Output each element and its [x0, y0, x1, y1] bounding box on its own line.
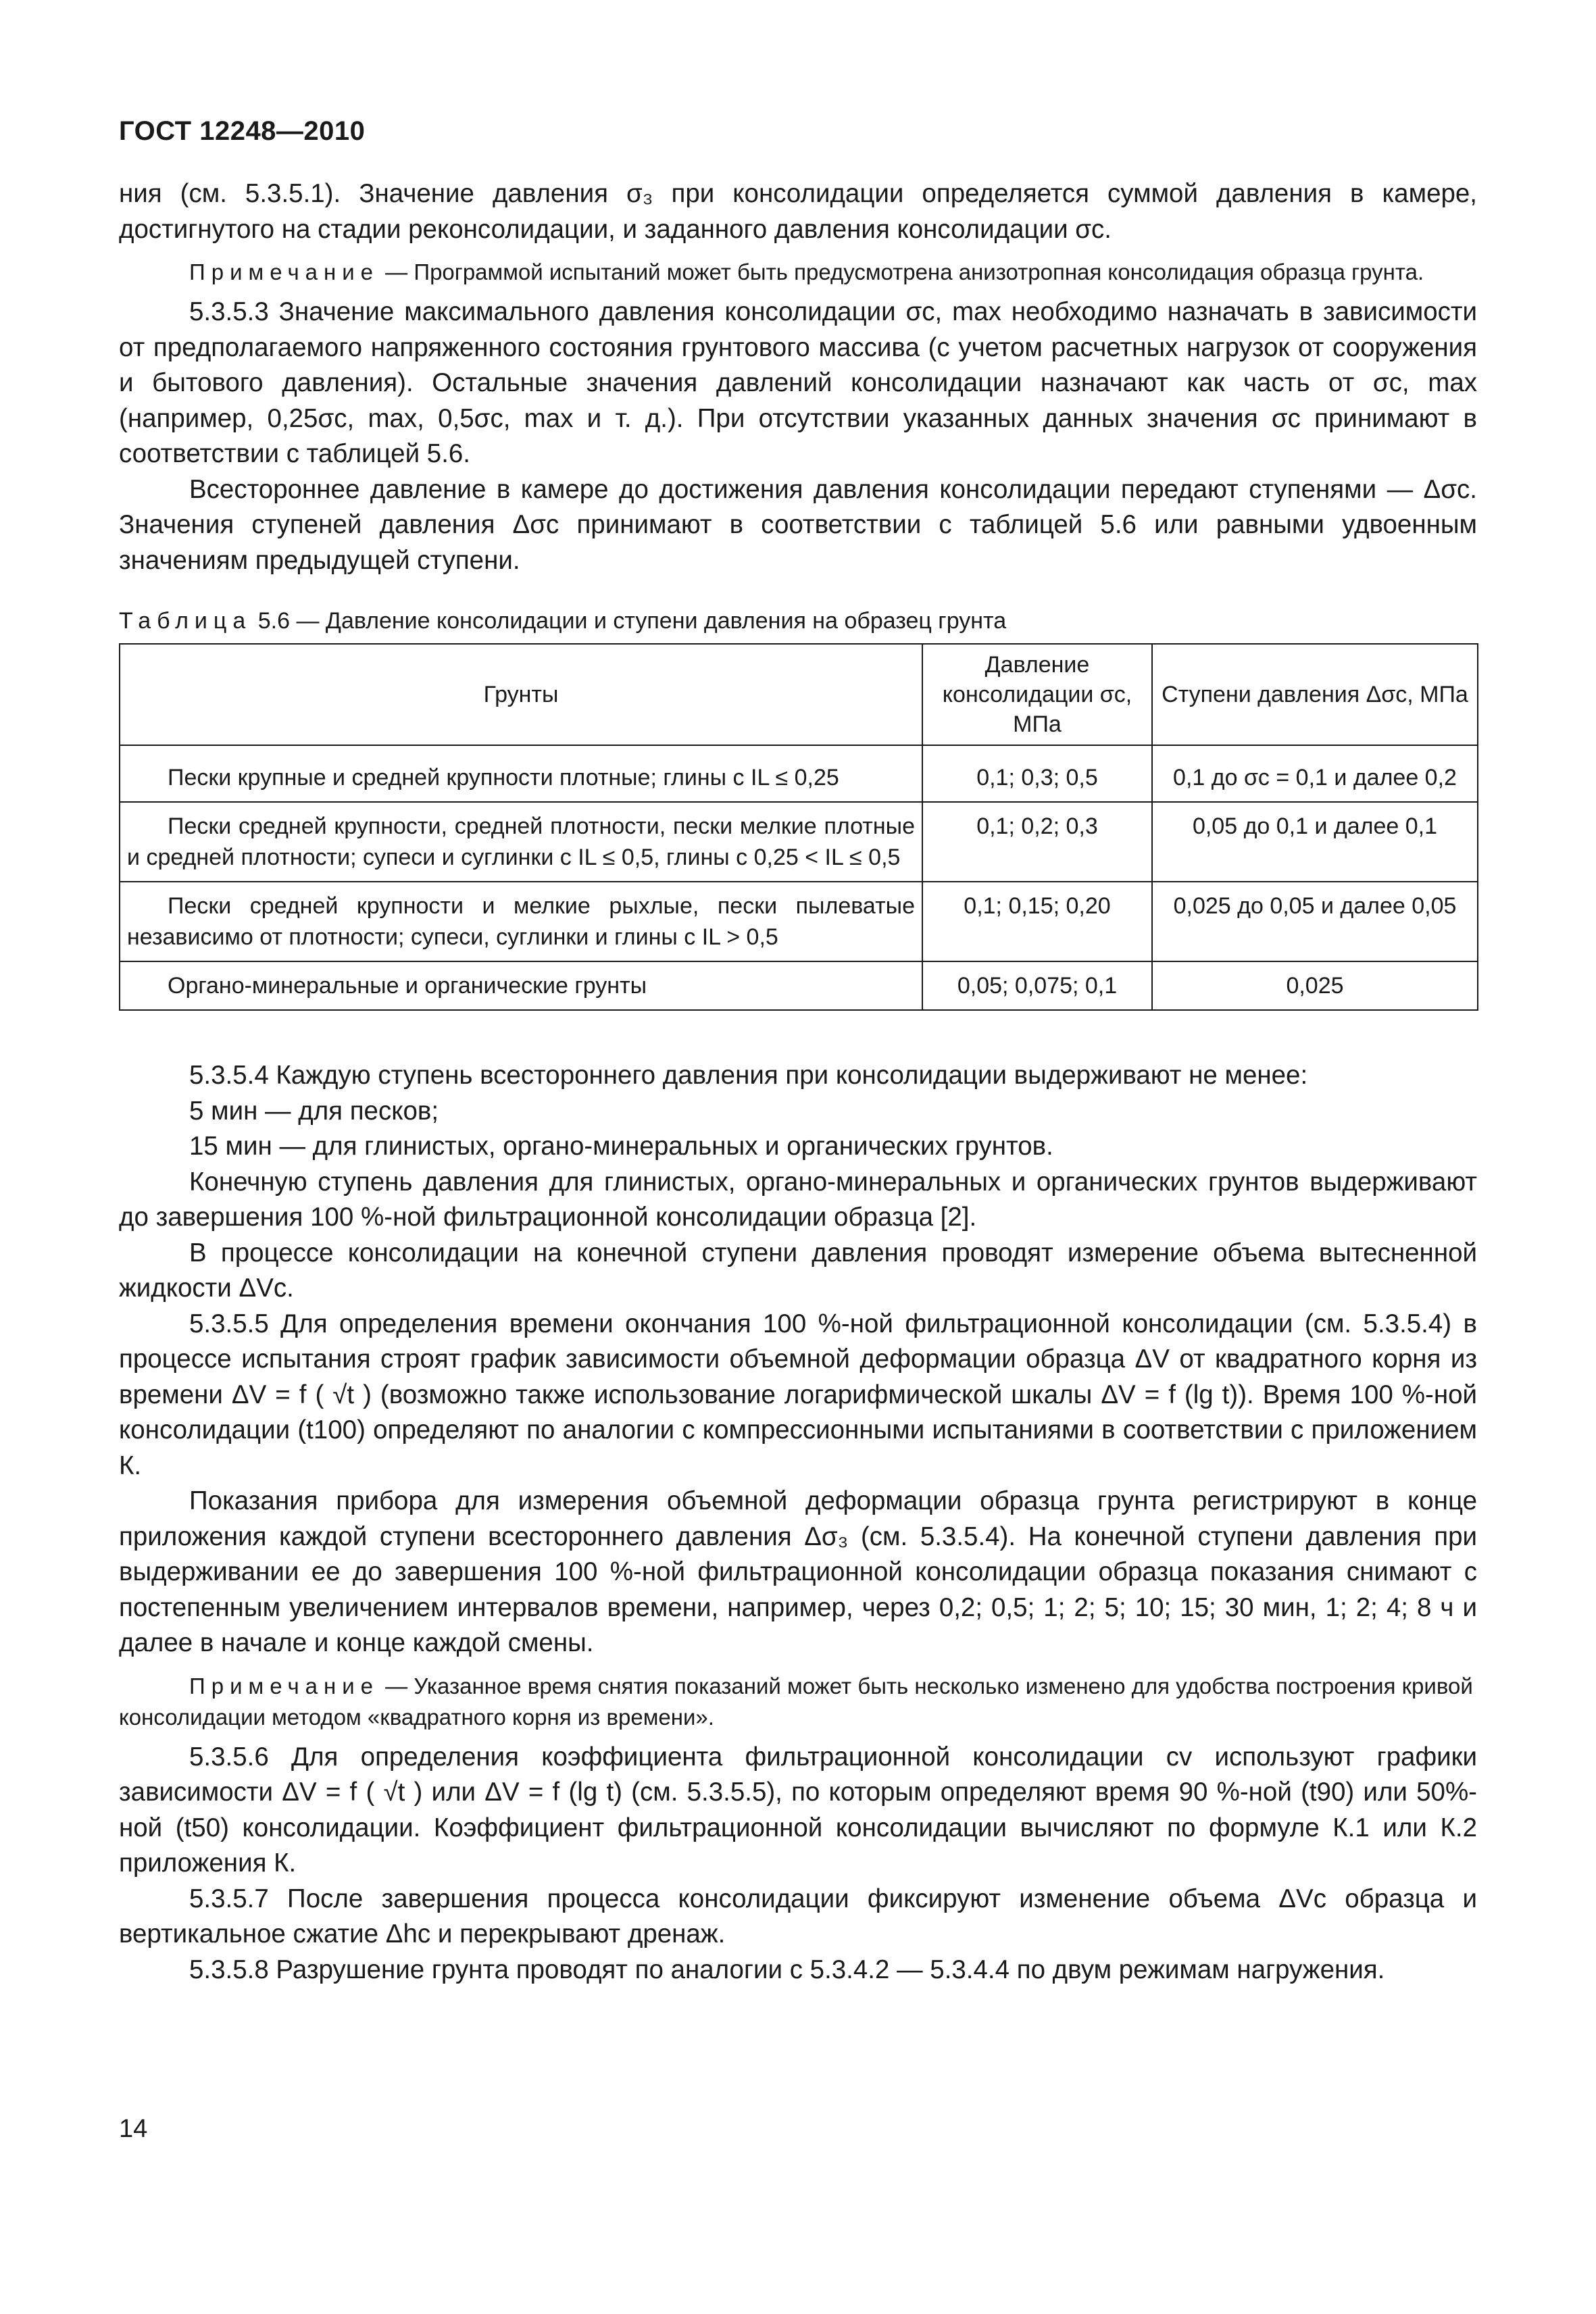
paragraph-final-step: Конечную ступень давления для глинистых, органо-минеральных и органических грунтов выдерживают до завершения 100 %-ной фильтрационной консолидации образца [2].	[119, 1167, 1477, 1232]
section-5-3-5-4-block	[119, 1058, 1477, 1661]
document-header: ГОСТ 12248—2010	[119, 116, 366, 146]
note-anisotropic	[119, 257, 1477, 288]
list-item-sands: 5 мин — для песков;	[189, 1096, 439, 1126]
table-caption-label: Таблица	[119, 608, 252, 634]
paragraph-5-3-5-7: 5.3.5.7 После завершения процесса консолидации фиксируют изменение объема ΔVc образца и вертикальное сжатие Δhc и перекрывают дренаж.	[119, 1884, 1477, 1948]
steps-cell: 0,05 до 0,1 и далее 0,1	[1152, 802, 1478, 882]
pressure-cell: 0,1; 0,15; 0,20	[922, 882, 1152, 961]
soil-cell: Пески средней крупности и мелкие рыхлые, пески пылеватые независимо от плотности; супеси, суглинки и глины с IL > 0,5	[120, 882, 922, 961]
paragraph-continuation: ния (см. 5.3.5.1). Значение давления σ₃ при консолидации определяется суммой давления в камере, достигнутого на стадии реконсолидации, и заданного давления консолидации σc.	[119, 179, 1477, 244]
header-pressure-steps: Ступени давления Δσc, МПа	[1152, 644, 1478, 745]
list-item-clays: 15 мин — для глинистых, органо-минеральных и органических грунтов.	[189, 1132, 1053, 1161]
paragraph-5-3-5-4: 5.3.5.4 Каждую ступень всестороннего давления при консолидации выдерживают не менее:	[189, 1061, 1308, 1090]
note-label: Примечание	[189, 259, 380, 284]
note-text: — Указанное время снятия показаний может быть несколько изменено для удобства построения кривой консолидации методом «квадратного корня из времени».	[119, 1673, 1473, 1730]
pressure-cell: 0,1; 0,2; 0,3	[922, 802, 1152, 882]
paragraph-readings: Показания прибора для измерения объемной деформации образца грунта регистрируют в конце приложения каждой ступени всестороннего давления Δσ₃ (см. 5.3.5.4). На конечной ступени давления при выдерживании ее до завершения 100 %-ной фильтрационной консолидации образца показания снимают с постепенным увеличением интервалов времени, например, через 0,2; 0,5; 1; 2; 5; 10; 15; 30 мин, 1; 2; 4; 8 ч и далее в начале и конце каждой смены.	[119, 1486, 1477, 1657]
paragraph-5-3-5-5: 5.3.5.5 Для определения времени окончания 100 %-ной фильтрационной консолидации (см. 5.3.5.4) в процессе испытания строят график зависимости объемной деформации образца ΔV от квадратного корня из времени ΔV = f ( √t ) (возможно также использование логарифмической шкалы ΔV = f (lg t)). Время 100 %-ной консолидации (t100) определяют по аналогии с компрессионными испытаниями в соответствии с приложением К.	[119, 1309, 1477, 1480]
table-row	[120, 754, 1478, 802]
soil-cell: Пески крупные и средней крупности плотные; глины с IL ≤ 0,25	[120, 754, 922, 802]
note-text: — Программой испытаний может быть предусмотрена анизотропная консолидация образца грунта.	[379, 259, 1424, 284]
steps-cell: 0,025 до 0,05 и далее 0,05	[1152, 882, 1478, 961]
table-row	[120, 882, 1478, 961]
consolidation-table	[119, 643, 1478, 1011]
steps-cell: 0,1 до σc = 0,1 и далее 0,2	[1152, 754, 1478, 802]
header-soils: Грунты	[120, 644, 922, 745]
table-caption-text: 5.6 — Давление консолидации и ступени давления на образец грунта	[251, 608, 1007, 634]
paragraph-5-3-5-8: 5.3.5.8 Разрушение грунта проводят по аналогии с 5.3.4.2 — 5.3.4.4 по двум режимам нагружения.	[189, 1955, 1385, 1984]
pressure-cell: 0,1; 0,3; 0,5	[922, 754, 1152, 802]
paragraph-5-3-5-3: 5.3.5.3 Значение максимального давления консолидации σc, max необходимо назначать в зависимости от предполагаемого напряженного состояния грунтового массива (с учетом расчетных нагрузок от сооружения и бытового давления). Остальные значения давлений консолидации назначают как часть от σc, max (например, 0,25σc, max, 0,5σc, max и т. д.). При отсутствии указанных данных значения σc принимают в соответствии с таблицей 5.6.	[119, 297, 1477, 468]
note-label: Примечание	[189, 1673, 380, 1699]
paragraph-pressure-steps: Всестороннее давление в камере до достижения давления консолидации передают ступенями — Δσc. Значения ступеней давления Δσc принимают в соответствии с таблицей 5.6 или равными удвоенным значениям предыдущей ступени.	[119, 474, 1477, 575]
header-consolidation-pressure: Давление консолидации σc, МПа	[922, 644, 1152, 745]
paragraph-5-3-5-6: 5.3.5.6 Для определения коэффициента фильтрационной консолидации cv используют графики зависимости ΔV = f ( √t ) или ΔV = f (lg t) (см. 5.3.5.5), по которым определяют время 90 %-ной (t90) или 50%-ной (t50) консолидации. Коэффициент фильтрационной консолидации вычисляют по формуле К.1 или К.2 приложения К.	[119, 1742, 1477, 1878]
pressure-cell: 0,05; 0,075; 0,1	[922, 961, 1152, 1010]
table-row	[120, 802, 1478, 882]
paragraph-measurement: В процессе консолидации на конечной ступени давления проводят измерение объема вытесненной жидкости ΔVc.	[119, 1238, 1477, 1303]
page-number: 14	[119, 2115, 148, 2143]
soil-cell: Пески средней крупности, средней плотности, пески мелкие плотные и средней плотности; супеси и суглинки с IL ≤ 0,5, глины с 0,25 < IL ≤ 0,5	[120, 802, 922, 882]
soil-cell: Органо-минеральные и органические грунты	[120, 961, 922, 1010]
steps-cell: 0,025	[1152, 961, 1478, 1010]
table-row	[120, 961, 1478, 1010]
note-readings-time	[119, 1671, 1477, 1733]
document-page	[119, 108, 1477, 1988]
table-caption	[119, 605, 1477, 636]
